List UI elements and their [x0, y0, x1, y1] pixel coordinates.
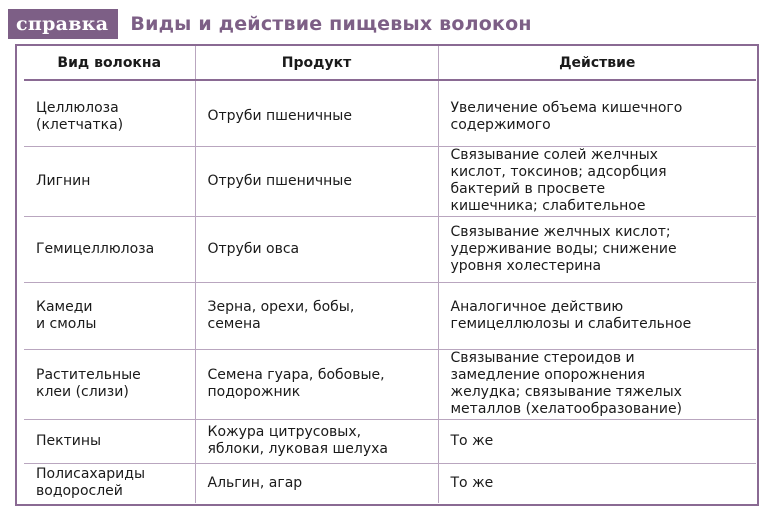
- cell-product: Альгин, агар: [195, 463, 438, 503]
- table-row: [24, 282, 756, 349]
- cell-action: Связывание стероидов и замедление опорожнения желудка; связывание тяжелых металлов (хелатообразование): [438, 349, 756, 419]
- cell-fiber: Целлюлоза (клетчатка): [24, 88, 195, 146]
- cell-fiber: Растительные клеи (слизи): [24, 349, 195, 419]
- column-header-product: Продукт: [195, 46, 438, 80]
- cell-fiber: Полисахариды водорослей: [36, 466, 145, 500]
- table-row: [24, 349, 756, 419]
- cell-action: Увеличение объема кишечного содержимого: [438, 88, 756, 146]
- cell-fiber: Гемицеллюлоза: [24, 216, 195, 282]
- table-header-row: [24, 46, 756, 80]
- header: [8, 9, 532, 39]
- table-row: [24, 463, 756, 503]
- cell-product: Отруби пшеничные: [195, 88, 438, 146]
- table-row: [24, 88, 756, 146]
- cell-fiber: Пектины: [24, 419, 195, 463]
- table-row: [24, 216, 756, 282]
- cell-action: Аналогичное действию гемицеллюлозы и слабительное: [438, 282, 756, 349]
- cell-product: Отруби пшеничные: [195, 146, 438, 216]
- table-row: [24, 419, 756, 463]
- cell-product: Отруби овса: [195, 216, 438, 282]
- cell-product: Семена гуара, бобовые, подорожник: [195, 349, 438, 419]
- cell-action: Связывание желчных кислот; удерживание воды; снижение уровня холестерина: [438, 216, 756, 282]
- cell-fiber: Камеди и смолы: [24, 282, 195, 349]
- fiber-table: [24, 46, 756, 503]
- header-spacer: [24, 80, 756, 88]
- page-title: Виды и действие пищевых волокон: [130, 13, 532, 35]
- table-row: [24, 146, 756, 216]
- cell-action: Связывание солей желчных кислот, токсинов; адсорбция бактерий в просвете кишечника; слабительное: [438, 146, 756, 216]
- reference-badge: справка: [8, 9, 118, 39]
- column-header-action: Действие: [438, 46, 756, 80]
- cell-fiber: Лигнин: [24, 146, 195, 216]
- cell-action: То же: [438, 463, 756, 503]
- cell-action: То же: [438, 419, 756, 463]
- cell-product: Кожура цитрусовых, яблоки, луковая шелуха: [195, 419, 438, 463]
- column-header-fiber: Вид волокна: [24, 46, 195, 80]
- cell-product: Зерна, орехи, бобы, семена: [195, 282, 438, 349]
